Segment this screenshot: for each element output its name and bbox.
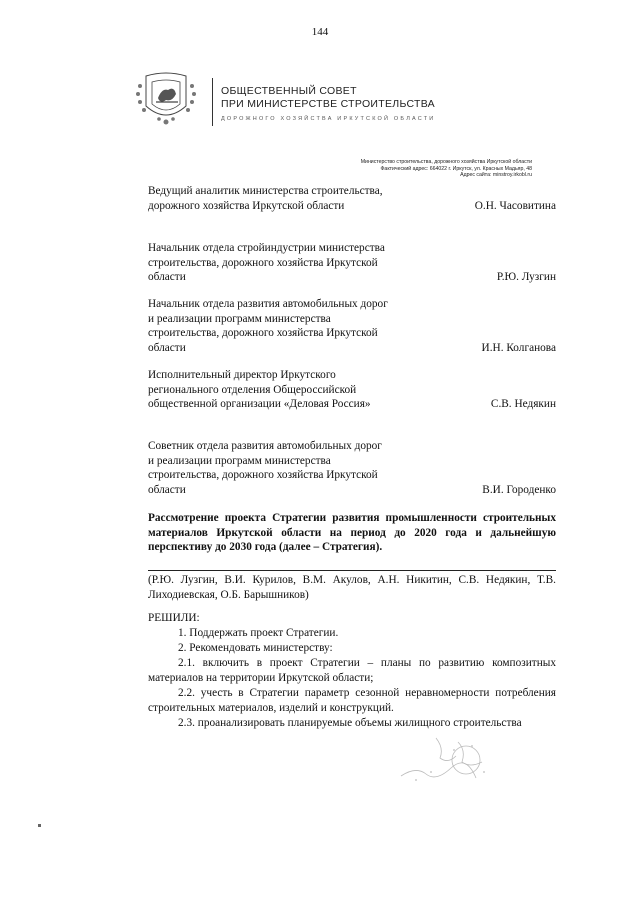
attendee-name: О.Н. Часовитина: [474, 199, 556, 212]
contact-line-2: Фактический адрес: 664022 г. Иркутск, ул. Красных Мадьяр, 48: [380, 165, 532, 172]
attendee-name: И.Н. Колганова: [481, 341, 556, 354]
attendee-row: [148, 439, 556, 497]
decision-item: 2.1. включить в проект Стратегии – планы по развитию композитных материалов на территории Иркутской области;: [148, 657, 556, 684]
org-line-1: ОБЩЕСТВЕННЫЙ СОВЕТ: [221, 85, 357, 97]
attendee-position: Исполнительный директор Иркутского регионального отделения Общероссийской общественной организации «Деловая Россия»: [148, 369, 371, 410]
attendee-row: [148, 184, 556, 213]
attendee-position: Советник отдела развития автомобильных дорог и реализации программ министерства строительства, дорожного хозяйства Иркутской области: [148, 440, 382, 496]
attendee-row: [148, 297, 556, 355]
speakers-list: (Р.Ю. Лузгин, В.И. Курилов, В.М. Акулов, А.Н. Никитин, С.В. Недякин, Т.В. Лиходиевская, О.Б. Барышников): [148, 574, 556, 601]
contact-line-1: Министерство строительства, дорожного хозяйства Иркутской области: [360, 159, 532, 165]
attendee-position: Ведущий аналитик министерства строительства, дорожного хозяйства Иркутской области: [148, 185, 383, 212]
decision-item: 1. Поддержать проект Стратегии.: [178, 627, 339, 639]
agenda-topic: Рассмотрение проекта Стратегии развития промышленности строительных материалов Иркутской области на период до 2020 года и дальнейшую перспективу до 2030 года (далее – Стратегия).: [148, 512, 556, 554]
attendee-name: Р.Ю. Лузгин: [496, 271, 556, 283]
topic-underline: [148, 570, 556, 571]
attendee-position: Начальник отдела развития автомобильных дорог и реализации программ министерства строительства, дорожного хозяйства Иркутской области: [148, 298, 388, 354]
faint-signature-stamp: [396, 728, 496, 790]
contact-line-3: Адрес сайта: minstroy.irkobl.ru: [460, 172, 532, 179]
contact-block: [361, 159, 532, 179]
org-line-2: ПРИ МИНИСТЕРСТВЕ СТРОИТЕЛЬСТВА: [221, 98, 435, 110]
attendee-name: В.И. Городенко: [482, 483, 556, 496]
coat-of-arms-emblem: [132, 68, 200, 128]
decided-label: РЕШИЛИ:: [148, 612, 200, 624]
org-line-3: ДОРОЖНОГО ХОЗЯЙСТВА ИРКУТСКОЙ ОБЛАСТИ: [221, 116, 436, 122]
page-number: 144: [311, 26, 329, 38]
attendee-position: Начальник отдела стройиндустрии министерства строительства, дорожного хозяйства Иркутской области: [148, 242, 385, 283]
header-divider: [212, 78, 213, 126]
scan-speck: [38, 824, 41, 827]
decision-item: 2.2. учесть в Стратегии параметр сезонной неравномерности потребления строительных материалов, изделий и конструкций.: [148, 687, 556, 714]
attendee-name: С.В. Недякин: [490, 398, 556, 410]
organization-name: [221, 85, 435, 122]
attendee-row: [148, 368, 556, 412]
attendee-row: [148, 241, 556, 285]
decision-item: 2. Рекомендовать министерству:: [178, 642, 333, 654]
decision-item: 2.3. проанализировать планируемые объемы жилищного строительства: [178, 717, 522, 729]
